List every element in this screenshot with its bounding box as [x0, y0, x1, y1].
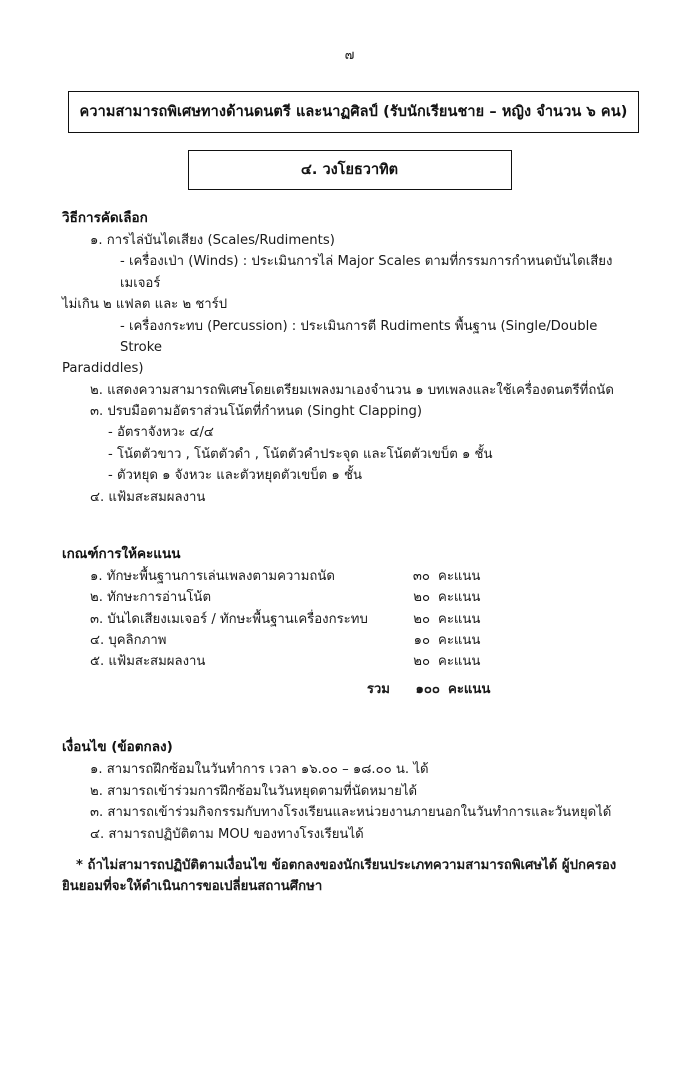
conditions-note-line2: ยินยอมที่จะให้ดำเนินการขอเปลี่ยนสถานศึกษา [62, 879, 323, 895]
criteria-unit: คะแนน [438, 654, 481, 670]
criteria-row [62, 651, 643, 672]
conditions-note-line1: * ถ้าไม่สามารถปฏิบัติตามเงื่อนไข ข้อตกลงของนักเรียนประเภทความสามารถพิเศษได้ ผู้ปกครอง [76, 857, 617, 873]
conditions-item: ๑. สามารถฝึกซ้อมในวันทำการ เวลา ๑๖.๐๐ – ๑๘.๐๐ น. ได้ [90, 762, 429, 778]
conditions-item: ๔. สามารถปฏิบัติตาม MOU ของทางโรงเรียนได้ [90, 826, 364, 842]
selection-section [62, 206, 643, 898]
criteria-unit: คะแนน [438, 590, 481, 606]
criteria-value: ๒๐ [413, 654, 430, 670]
selection-item: ๒. แสดงความสามารถพิเศษโดยเตรียมเพลงมาเองจำนวน ๑ บทเพลงและใช้เครื่องดนตรีที่ถนัด [90, 382, 614, 398]
criteria-total-value: ๑๐๐ [415, 681, 440, 697]
criteria-label: ๓. บันไดเสียงเมเจอร์ / ทักษะพื้นฐานเครื่องกระทบ [90, 611, 368, 627]
criteria-total-label: รวม [366, 681, 390, 697]
document-subtitle-box: ๔. วงโยธวาทิต [188, 150, 512, 190]
document-page [0, 44, 699, 1068]
selection-item: ๔. แฟ้มสะสมผลงาน [90, 489, 206, 505]
criteria-value: ๒๐ [413, 611, 430, 627]
document-title-box: ความสามารถพิเศษทางด้านดนตรี และนาฏศิลป์ (รับนักเรียนชาย – หญิง จำนวน ๖ คน) [68, 91, 639, 133]
selection-item: ๑. การไล่บันไดเสียง (Scales/Rudiments) [90, 233, 335, 248]
selection-item: - อัตราจังหวะ ๔/๔ [108, 425, 214, 441]
selection-item: ไม่เกิน ๒ แฟลต และ ๒ ชาร์ป [62, 297, 228, 313]
selection-item: - โน้ตตัวขาว , โน้ตตัวดำ , โน้ตตัวคำประจุด และโน้ตตัวเขบ็ต ๑ ชั้น [108, 446, 493, 462]
criteria-row [62, 630, 643, 651]
page-number: ๗ [344, 48, 355, 63]
criteria-value: ๓๐ [412, 568, 430, 584]
conditions-heading: เงื่อนไข (ข้อตกลง) [62, 739, 173, 756]
criteria-label: ๒. ทักษะการอ่านโน้ต [90, 590, 212, 606]
criteria-total-row [62, 679, 643, 702]
criteria-row [62, 587, 643, 608]
criteria-unit: คะแนน [438, 568, 481, 584]
criteria-unit: คะแนน [438, 611, 481, 627]
criteria-value: ๑๐ [413, 633, 430, 648]
conditions-item: ๓. สามารถเข้าร่วมกิจกรรมกับทางโรงเรียนและหน่วยงานภายนอกในวันทำการและวันหยุดได้ [90, 805, 612, 821]
selection-item: ๓. ปรบมือตามอัตราส่วนโน้ตที่กำหนด (Singht Clapping) [90, 404, 423, 419]
conditions-item: ๒. สามารถเข้าร่วมการฝึกซ้อมในวันหยุดตามที่นัดหมายได้ [90, 783, 418, 799]
selection-heading: วิธีการคัดเลือก [62, 210, 148, 226]
criteria-heading: เกณฑ์การให้คะแนน [62, 545, 181, 562]
criteria-label: ๑. ทักษะพื้นฐานการเล่นเพลงตามความถนัด [90, 568, 335, 584]
criteria-label: ๕. แฟ้มสะสมผลงาน [90, 654, 206, 670]
selection-item: Paradiddles) [62, 361, 144, 377]
criteria-total-unit: คะแนน [448, 681, 491, 697]
criteria-label: ๔. บุคลิกภาพ [90, 633, 167, 648]
selection-item: - เครื่องกระทบ (Percussion) : ประเมินการตี Rudiments พื้นฐาน (Single/Double Stroke [120, 318, 598, 355]
selection-item: - ตัวหยุด ๑ จังหวะ และตัวหยุดตัวเขบ็ต ๑ ชั้น [108, 468, 362, 484]
criteria-value: ๒๐ [413, 590, 430, 606]
selection-item: - เครื่องเป่า (Winds) : ประเมินการไล่ Major Scales ตามที่กรรมการกำหนดบันไดเสียงเมเจอร์ [120, 254, 613, 291]
criteria-row [62, 609, 643, 630]
criteria-row [62, 566, 643, 587]
criteria-unit: คะแนน [438, 633, 481, 648]
